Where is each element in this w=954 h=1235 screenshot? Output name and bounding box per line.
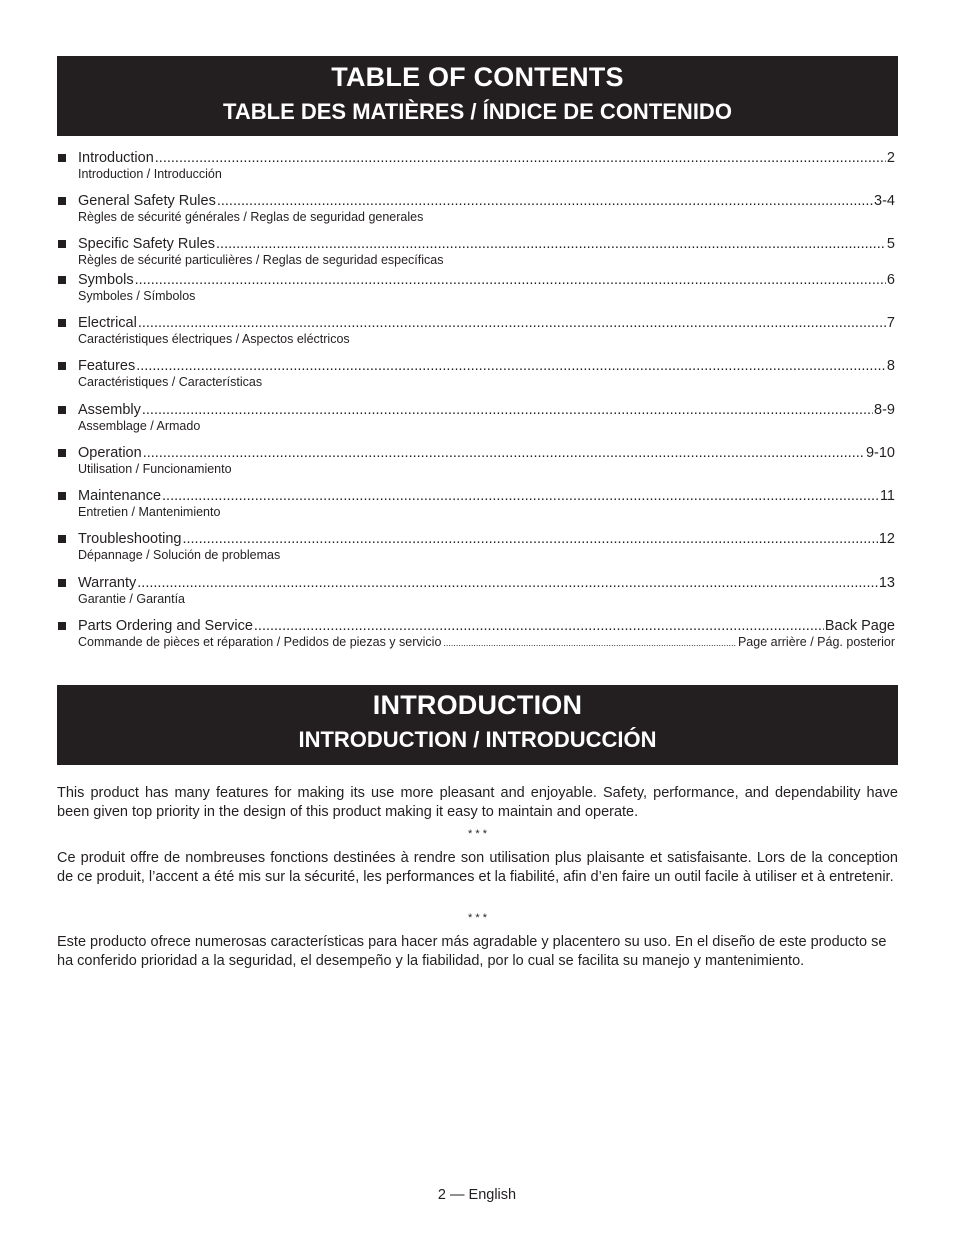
toc-label: Warranty bbox=[78, 575, 137, 591]
separator: * * * bbox=[468, 912, 487, 924]
bullet-icon bbox=[58, 197, 66, 205]
toc-sublabel: Assemblage / Armado bbox=[78, 419, 201, 433]
bullet-icon bbox=[58, 406, 66, 414]
bullet-icon bbox=[58, 535, 66, 543]
toc-label: Introduction bbox=[78, 150, 154, 166]
toc-title: TABLE OF CONTENTS bbox=[331, 62, 624, 92]
intro-header bbox=[57, 685, 898, 765]
toc-header bbox=[57, 56, 898, 136]
intro-paragraph-es: Este producto ofrece numerosas características para hacer más agradable y placentero su uso. En el diseño de este producto se ha conferido prioridad a la seguridad, el desempeño y la fiabilidad, por lo cual se facilita su manejo y mantenimiento. bbox=[57, 934, 887, 969]
bullet-icon bbox=[58, 240, 66, 248]
toc-page: 2 bbox=[886, 150, 895, 166]
toc-page: 6 bbox=[886, 272, 895, 288]
toc-sublabel: Règles de sécurité particulières / Reglas de seguridad específicas bbox=[78, 253, 444, 267]
toc-page: 8-9 bbox=[874, 402, 895, 418]
toc-label: Features bbox=[78, 358, 136, 374]
intro-subtitle: INTRODUCTION / INTRODUCCIÓN bbox=[298, 727, 657, 752]
toc-sublabel: Dépannage / Solución de problemas bbox=[78, 548, 281, 562]
toc-sublabel: Caractéristiques / Características bbox=[78, 375, 263, 389]
bullet-icon bbox=[58, 154, 66, 162]
bullet-icon bbox=[58, 276, 66, 284]
toc-sublabel: Règles de sécurité générales / Reglas de seguridad generales bbox=[78, 210, 424, 224]
separator: * * * bbox=[468, 828, 487, 840]
toc-page: 13 bbox=[878, 575, 895, 591]
toc-label: Electrical bbox=[78, 315, 137, 331]
toc-sublabel: Utilisation / Funcionamiento bbox=[78, 462, 232, 476]
toc-sublabel: Caractéristiques électriques / Aspectos eléctricos bbox=[78, 332, 350, 346]
toc-page: 11 bbox=[879, 488, 895, 504]
intro-paragraph-en: This product has many features for making its use more pleasant and enjoyable. Safety, performance, and dependability have been given top priority in the design of this product making it easy to maintain and operate. bbox=[57, 785, 898, 820]
toc-label: Specific Safety Rules bbox=[78, 236, 216, 252]
bullet-icon bbox=[58, 579, 66, 587]
toc-sublabel: Entretien / Mantenimiento bbox=[78, 505, 221, 519]
toc-label: Assembly bbox=[78, 402, 141, 418]
toc-label: Parts Ordering and Service bbox=[78, 618, 253, 634]
intro-title: INTRODUCTION bbox=[372, 690, 583, 720]
bullet-icon bbox=[58, 449, 66, 457]
toc-label: Operation bbox=[78, 445, 142, 461]
toc-page: 3-4 bbox=[874, 193, 895, 209]
toc-label: General Safety Rules bbox=[78, 193, 216, 209]
bullet-icon bbox=[58, 492, 66, 500]
toc-sublabel: Commande de pièces et réparation / Pedidos de piezas y servicio bbox=[78, 635, 442, 649]
toc-sublabel: Introduction / Introducción bbox=[78, 167, 222, 181]
toc-label: Troubleshooting bbox=[78, 531, 182, 547]
toc-page: 8 bbox=[886, 358, 895, 374]
toc-label: Symbols bbox=[78, 272, 134, 288]
toc-label: Maintenance bbox=[78, 488, 162, 504]
toc-sublabel: Garantie / Garantía bbox=[78, 592, 186, 606]
toc-page: 9-10 bbox=[865, 445, 895, 461]
toc-page: 7 bbox=[886, 315, 895, 331]
bullet-icon bbox=[58, 622, 66, 630]
toc-page: 5 bbox=[886, 236, 895, 252]
page-footer: 2 — English bbox=[437, 1187, 517, 1203]
toc-subpage: Page arrière / Pág. posterior bbox=[737, 635, 895, 649]
bullet-icon bbox=[58, 362, 66, 370]
toc-page: 12 bbox=[878, 531, 895, 547]
toc-sublabel: Symboles / Símbolos bbox=[78, 289, 196, 303]
toc-page: Back Page bbox=[824, 618, 895, 634]
toc-subtitle: TABLE DES MATIÈRES / ÍNDICE DE CONTENIDO bbox=[223, 99, 732, 124]
intro-paragraph-fr: Ce produit offre de nombreuses fonctions destinées à rendre son utilisation plus plaisante et satisfaisante. Lors de la conception de ce produit, l’accent a été mis sur la sécurité, les performances et la fiabilité, afin d’en faire un outil facile à utiliser et à entretenir. bbox=[57, 850, 898, 885]
bullet-icon bbox=[58, 319, 66, 327]
